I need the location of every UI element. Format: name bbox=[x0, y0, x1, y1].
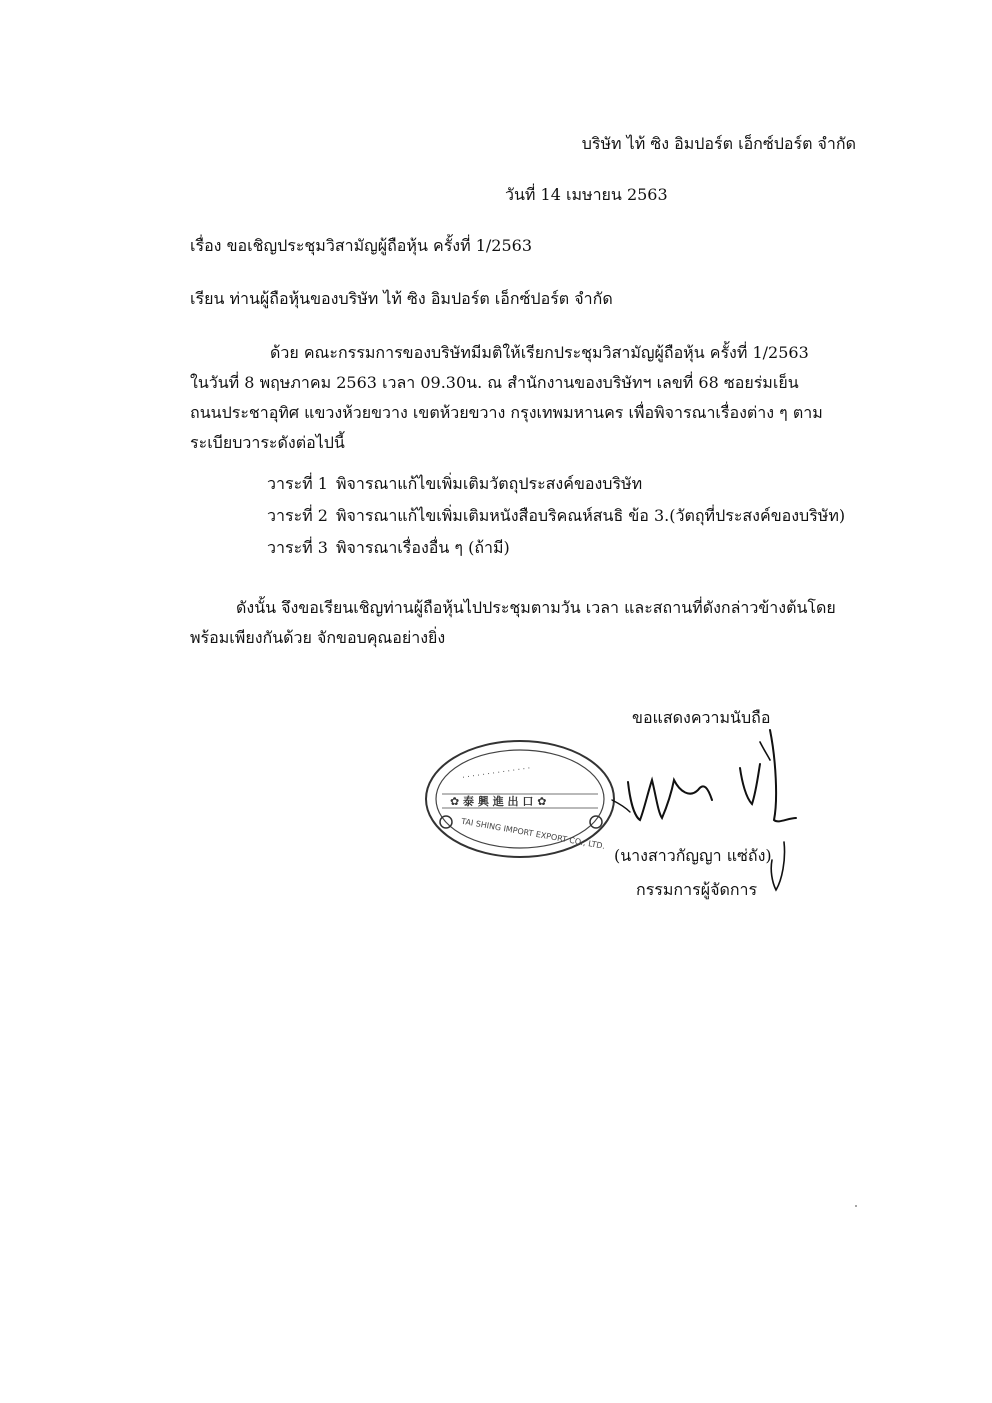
regards-text: ขอแสดงความนับถือ bbox=[632, 708, 771, 727]
agenda-list bbox=[267, 469, 845, 565]
handwritten-signature bbox=[600, 720, 800, 900]
agenda-text: พิจารณาแก้ไขเพิ่มเติมหนังสือบริคณห์สนธิ ข้อ 3.(วัตถุที่ประสงค์ของบริษัท) bbox=[335, 506, 846, 525]
closing-paragraph bbox=[190, 593, 836, 653]
scan-speck bbox=[855, 1205, 857, 1207]
letter-date: วันที่ 14 เมษายน 2563 bbox=[505, 185, 668, 204]
agenda-number: วาระที่ 1 bbox=[267, 474, 328, 493]
closing-line: ดังนั้น จึงขอเรียนเชิญท่านผู้ถือหุ้นไปประชุมตามวัน เวลา และสถานที่ดังกล่าวข้างต้นโดย bbox=[236, 598, 836, 617]
agenda-number: วาระที่ 3 bbox=[267, 538, 328, 557]
signer-name: (นางสาวกัญญา แซ่ถัง) bbox=[614, 846, 772, 865]
agenda-item bbox=[267, 469, 845, 499]
body-line: ระเบียบวาระดังต่อไปนี้ bbox=[190, 433, 345, 452]
company-seal-stamp bbox=[420, 734, 620, 864]
body-line: ด้วย คณะกรรมการของบริษัทมีมติให้เรียกประชุมวิสามัญผู้ถือหุ้น ครั้งที่ 1/2563 bbox=[270, 343, 809, 362]
body-line: ในวันที่ 8 พฤษภาคม 2563 เวลา 09.30น. ณ สำนักงานของบริษัทฯ เลขที่ 68 ซอยร่มเย็น bbox=[190, 373, 799, 392]
body-line: ถนนประชาอุทิศ แขวงห้วยขวาง เขตห้วยขวาง กรุงเทพมหานคร เพื่อพิจารณาเรื่องต่าง ๆ ตาม bbox=[190, 403, 823, 422]
closing-line: พร้อมเพียงกันด้วย จักขอบคุณอย่างยิ่ง bbox=[190, 628, 446, 647]
svg-text:✿ 泰 興 進 出 口 ✿: ✿ 泰 興 進 出 口 ✿ bbox=[450, 795, 547, 808]
letter-subject: เรื่อง ขอเชิญประชุมวิสามัญผู้ถือหุ้น ครั้งที่ 1/2563 bbox=[190, 236, 533, 255]
agenda-text: พิจารณาแก้ไขเพิ่มเติมวัตถุประสงค์ของบริษัท bbox=[335, 474, 643, 493]
agenda-text: พิจารณาเรื่องอื่น ๆ (ถ้ามี) bbox=[335, 538, 510, 557]
letter-salutation: เรียน ท่านผู้ถือหุ้นของบริษัท ไท้ ซิง อิมปอร์ต เอ็กซ์ปอร์ต จำกัด bbox=[190, 289, 613, 308]
signer-title: กรรมการผู้จัดการ bbox=[636, 880, 758, 899]
agenda-item bbox=[267, 533, 845, 563]
agenda-item bbox=[267, 501, 845, 531]
agenda-number: วาระที่ 2 bbox=[267, 506, 328, 525]
svg-text:· · · · · · · · · · · · · ·: · · · · · · · · · · · · · · bbox=[461, 763, 531, 783]
svg-text:TAI SHING IMPORT EXPORT CO., L: TAI SHING IMPORT EXPORT CO., LTD. bbox=[460, 816, 606, 851]
company-header: บริษัท ไท้ ซิง อิมปอร์ต เอ็กซ์ปอร์ต จำกัด bbox=[581, 134, 856, 153]
body-paragraph bbox=[190, 338, 830, 458]
